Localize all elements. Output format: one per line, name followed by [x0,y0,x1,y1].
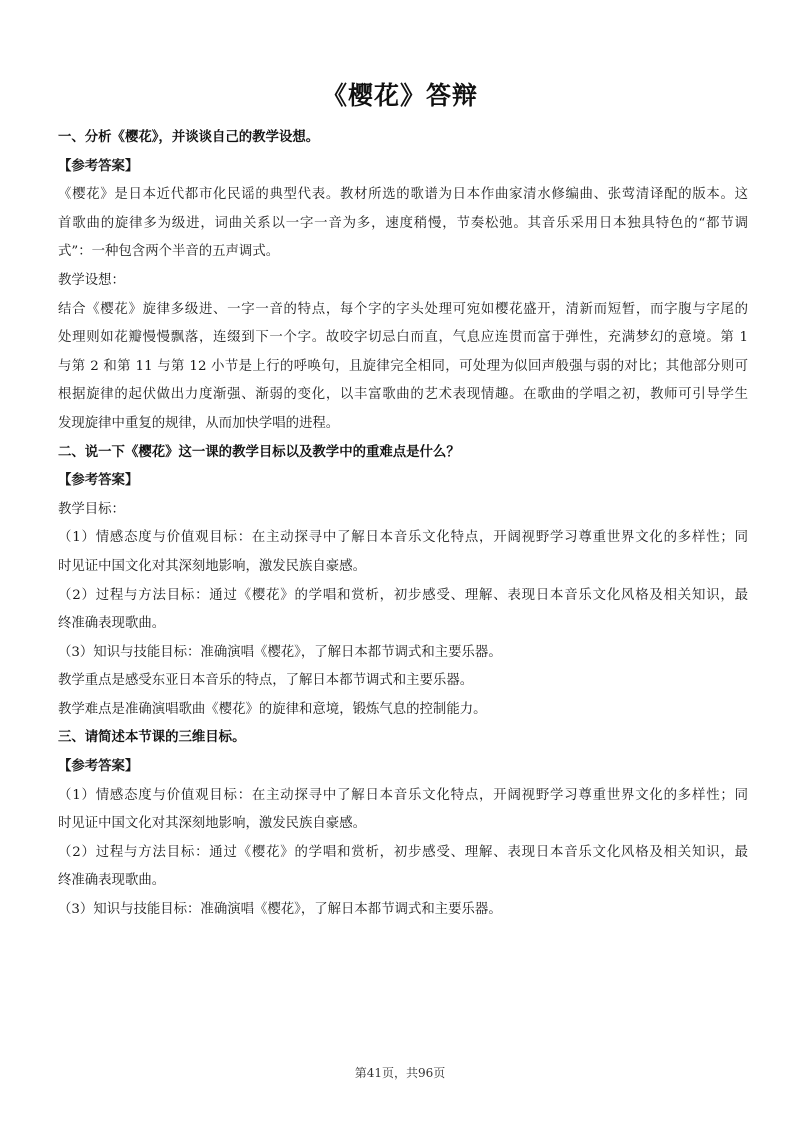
paragraph-line: （1）情感态度与价值观目标：在主动探寻中了解日本音乐文化特点，开阔视野学习尊重世界文化的多样性；同 [58,787,748,803]
paragraph-line: （1）情感态度与价值观目标：在主动探寻中了解日本音乐文化特点，开阔视野学习尊重世界文化的多样性；同 [58,530,748,546]
document-body [58,124,748,925]
paragraph-line: 结合《樱花》旋律多级进、一字一音的特点，每个字的字头处理可宛如樱花盛开，清新而短暂，而字腹与字尾的 [58,301,748,317]
document-title: 《樱花》答辩 [321,81,478,110]
question-3: 三、请简述本节课的三维目标。 [58,730,246,746]
question-1: 一、分析《樱花》，并谈谈自己的教学设想。 [58,130,320,145]
paragraph-line: （3）知识与技能目标：准确演唱《樱花》，了解日本都节调式和主要乐器。 [58,644,502,660]
paragraph-line: 终准确表现歌曲。 [58,873,166,889]
paragraph-line: 根据旋律的起伏做出力度渐强、渐弱的变化，以丰富歌曲的艺术表现情趣。在歌曲的学唱之初，教师可引导学生 [58,387,748,403]
paragraph-line: 首歌曲的旋律多为级进，词曲关系以一字一音为多，速度稍慢，节奏松弛。其音乐采用日本独具特色的“都节调 [58,215,748,231]
paragraph-line: 教学目标： [58,501,125,517]
paragraph-line: 教学重点是感受东亚日本音乐的特点，了解日本都节调式和主要乐器。 [58,673,474,689]
paragraph-line: （2）过程与方法目标：通过《樱花》的学唱和赏析，初步感受、理解、表现日本音乐文化风格及相关知识，最 [58,587,748,603]
paragraph-line: 发现旋律中重复的规律，从而加快学唱的进程。 [58,415,340,431]
answer-label-3: 【参考答案】 [58,759,139,775]
question-2: 二、说一下《樱花》这一课的教学目标以及教学中的重难点是什么？ [58,444,460,460]
paragraph-line: 处理则如花瓣慢慢飘落，连缀到下一个字。故咬字切忌白而直，气息应连贯而富于弹性，充满梦幻的意境。第 1 [58,330,748,346]
answer-label-1: 【参考答案】 [58,158,139,174]
paragraph-line: （2）过程与方法目标：通过《樱花》的学唱和赏析，初步感受、理解、表现日本音乐文化风格及相关知识，最 [58,844,748,860]
paragraph-line: 教学设想： [58,272,125,288]
paragraph-line: 时见证中国文化对其深刻地影响，激发民族自豪感。 [58,558,366,574]
paragraph-line: 式”：一种包含两个半音的五声调式。 [58,244,280,260]
page-number-footer: 第41页，共96页 [354,1066,446,1080]
answer-label-2: 【参考答案】 [58,473,139,489]
paragraph-line: 终准确表现歌曲。 [58,616,166,632]
paragraph-line: 教学难点是准确演唱歌曲《樱花》的旋律和意境，锻炼气息的控制能力。 [58,701,487,717]
paragraph-line: 时见证中国文化对其深刻地影响，激发民族自豪感。 [58,816,366,832]
paragraph-line: 《樱花》是日本近代都市化民谣的典型代表。教材所选的歌谱为日本作曲家清水修编曲、张莺清译配的版本。这 [58,187,748,203]
paragraph-line: 与第 2 和第 11 与第 12 小节是上行的呼唤句，且旋律完全相同，可处理为似回声般强与弱的对比；其他部分则可 [58,358,748,374]
paragraph-line: （3）知识与技能目标：准确演唱《樱花》，了解日本都节调式和主要乐器。 [58,902,502,918]
